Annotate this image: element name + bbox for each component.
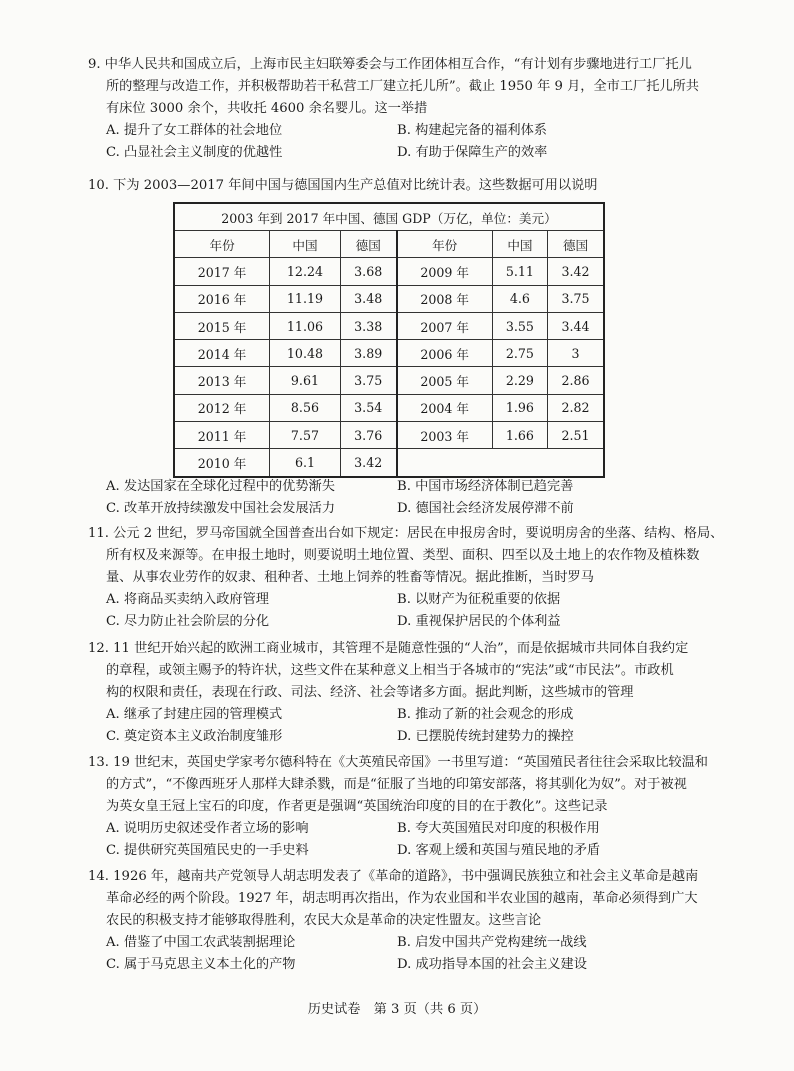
table-header: 中国 [492, 231, 547, 258]
table-cell: 2.75 [492, 340, 547, 367]
table-cell: 2008 年 [397, 285, 493, 312]
table-cell: 5.11 [492, 258, 547, 285]
q9-options-row2 [92, 142, 732, 164]
q12-option-d[interactable]: D. 已摆脱传统封建势力的操控 [397, 729, 574, 744]
q10-options [92, 476, 732, 520]
table-cell: 2011 年 [174, 422, 270, 449]
table-header: 德国 [340, 231, 396, 258]
page-footer: 历史试卷 第 3 页（共 6 页） [307, 1002, 487, 1017]
q13-line3: 为英女皇王冠上宝石的印度，作者更是强调“英国统治印度的目的在于教化”。这些记录 [106, 799, 608, 814]
table-cell: 2016 年 [174, 285, 270, 312]
table-header-row [174, 231, 604, 258]
table-cell: 2013 年 [174, 367, 270, 394]
q11-option-d[interactable]: D. 重视保护居民的个体利益 [397, 614, 561, 629]
q9-options-row1 [92, 120, 732, 142]
q13-option-c[interactable]: C. 提供研究英国殖民史的一手史料 [106, 843, 309, 858]
table-cell: 4.6 [492, 285, 547, 312]
q10-option-b[interactable]: B. 中国市场经济体制已趋完善 [397, 479, 574, 494]
table-cell: 10.48 [270, 340, 341, 367]
q14-option-b[interactable]: B. 启发中国共产党构建统一战线 [397, 935, 587, 950]
q14-options-row1 [92, 932, 732, 954]
table-cell: 1.96 [492, 394, 547, 421]
table-cell: 2007 年 [397, 312, 493, 339]
q12-option-c[interactable]: C. 奠定资本主义政治制度雏形 [106, 729, 283, 744]
table-row [174, 285, 604, 312]
table-cell: 2.51 [548, 422, 604, 449]
q14-line2: 革命必经的两个阶段。1927 年，胡志明再次指出，作为农业国和半农业国的越南，革命必须得到广大 [106, 891, 698, 906]
table-cell: 3.48 [340, 285, 396, 312]
q14-line3: 农民的积极支持才能够取得胜利，农民大众是革命的决定性盟友。这些言论 [106, 913, 542, 928]
table-row [174, 367, 604, 394]
gdp-comparison-table [173, 202, 605, 478]
q11-line1: 11. 公元 2 世纪，罗马帝国就全国普查出台如下规定：居民在申报房舍时，要说明房舍的坐落、结构、格局、 [88, 526, 724, 541]
q11-options-row1 [92, 589, 732, 611]
q13-option-d[interactable]: D. 客观上缓和英国与殖民地的矛盾 [397, 843, 601, 858]
q11-option-b[interactable]: B. 以财产为征税重要的依据 [397, 592, 561, 607]
table-cell: 1.66 [492, 422, 547, 449]
table-row [174, 258, 604, 285]
q12-line1: 12. 11 世纪开始兴起的欧洲工商业城市，其管理不是随意性强的“人治”，而是依据城市共同体自我约定 [88, 641, 689, 656]
table-header: 中国 [270, 231, 341, 258]
table-cell: 2017 年 [174, 258, 270, 285]
q10-option-d[interactable]: D. 德国社会经济发展停滞不前 [397, 501, 574, 516]
table-cell: 9.61 [270, 367, 341, 394]
table-cell: 2003 年 [397, 422, 493, 449]
table-cell: 3.68 [340, 258, 396, 285]
q12-line3: 构的权限和责任，表现在行政、司法、经济、社会等诸多方面。据此判断，这些城市的管理 [106, 685, 634, 700]
q14-option-a[interactable]: A. 借鉴了中国工农武装割据理论 [106, 935, 296, 950]
table-row [174, 449, 604, 477]
table-cell: 3.89 [340, 340, 396, 367]
table-cell: 3.75 [548, 285, 604, 312]
q9-line1: 9. 中华人民共和国成立后，上海市民主妇联筹委会与工作团体相互合作，“有计划有步骤地进行工厂托儿 [88, 57, 692, 72]
table-cell: 11.06 [270, 312, 341, 339]
q10-option-c[interactable]: C. 改革开放持续激发中国社会发展活力 [106, 501, 336, 516]
table-cell: 2.86 [548, 367, 604, 394]
table-row [174, 394, 604, 421]
table-header: 德国 [548, 231, 604, 258]
q13-options-row1 [92, 818, 732, 840]
q11-options-row2 [92, 611, 732, 633]
table-cell: 3.42 [548, 258, 604, 285]
q10-option-a[interactable]: A. 发达国家在全球化过程中的优势渐失 [106, 479, 335, 494]
table-cell: 11.19 [270, 285, 341, 312]
table-cell: 2.82 [548, 394, 604, 421]
table-cell: 8.56 [270, 394, 341, 421]
q12-option-a[interactable]: A. 继承了封建庄园的管理模式 [106, 707, 283, 722]
q9-option-c[interactable]: C. 凸显社会主义制度的优越性 [106, 145, 283, 160]
table-cell: 3.38 [340, 312, 396, 339]
table-cell: 2010 年 [174, 449, 270, 477]
question-10 [88, 175, 732, 197]
q13-line2: 的方式”，“不像西班牙人那样大肆杀戮，而是“征服了当地的印第安部落，将其驯化为奴”。对于被视 [106, 777, 687, 792]
table-cell: 3.54 [340, 394, 396, 421]
table-cell: 2014 年 [174, 340, 270, 367]
table-cell: 3.76 [340, 422, 396, 449]
table-cell: 3.75 [340, 367, 396, 394]
q11-option-c[interactable]: C. 尽力防止社会阶层的分化 [106, 614, 270, 629]
q11-line2: 所有权及来源等。在申报土地时，则要说明土地位置、类型、面积、四至以及土地上的农作物及植株数 [106, 548, 700, 563]
q12-option-b[interactable]: B. 推动了新的社会观念的形成 [397, 707, 574, 722]
q13-options-row2 [92, 840, 732, 862]
question-11 [88, 523, 732, 633]
question-12 [88, 638, 732, 748]
q12-options-row1 [92, 704, 732, 726]
q10-line1: 10. 下为 2003—2017 年间中国与德国国内生产总值对比统计表。这些数据可用以说明 [88, 178, 598, 193]
table-cell: 2012 年 [174, 394, 270, 421]
question-14 [88, 866, 732, 976]
table-cell: 6.1 [270, 449, 341, 477]
q13-line1: 13. 19 世纪末，英国史学家考尔德科特在《大英殖民帝国》一书里写道：“英国殖民者往往会采取比较温和 [88, 755, 708, 770]
table-cell: 2005 年 [397, 367, 493, 394]
q9-line3: 有床位 3000 余个，共收托 4600 余名婴儿。这一举措 [106, 101, 428, 116]
table-row [174, 422, 604, 449]
question-13 [88, 752, 732, 862]
question-9 [88, 54, 732, 164]
q9-line2: 所的整理与改造工作，并积极帮助若干私营工厂建立托儿所”。截止 1950 年 9 月，全市工厂托儿所共 [106, 79, 699, 94]
q9-option-b[interactable]: B. 构建起完备的福利体系 [397, 123, 547, 138]
q13-option-b[interactable]: B. 夸大英国殖民对印度的积极作用 [397, 821, 600, 836]
q14-line1: 14. 1926 年，越南共产党领导人胡志明发表了《革命的道路》，书中强调民族独立和社会主义革命是越南 [88, 869, 699, 884]
table-header: 年份 [397, 231, 493, 258]
table-cell: 2015 年 [174, 312, 270, 339]
table-cell: 2.29 [492, 367, 547, 394]
q10-options-row2 [92, 498, 732, 520]
q12-options-row2 [92, 726, 732, 748]
q12-line2: 的章程，或领主赐予的特许状，这些文件在某种意义上相当于各城市的“宪法”或“市民法”。市政机 [106, 663, 674, 678]
q14-options-row2 [92, 954, 732, 976]
table-cell: 12.24 [270, 258, 341, 285]
table-row [174, 312, 604, 339]
table-cell: 3.55 [492, 312, 547, 339]
q14-option-c[interactable]: C. 属于马克思主义本土化的产物 [106, 957, 296, 972]
table-header: 年份 [174, 231, 270, 258]
table-cell: 7.57 [270, 422, 341, 449]
table-cell: 3.42 [340, 449, 396, 477]
table-cell: 2006 年 [397, 340, 493, 367]
q11-line3: 量、从事农业劳作的奴隶、租种者、土地上饲养的牲畜等情况。据此推断，当时罗马 [106, 570, 594, 585]
q9-option-d[interactable]: D. 有助于保障生产的效率 [397, 145, 548, 160]
table-title: 2003 年到 2017 年中国、德国 GDP（万亿，单位：美元） [174, 203, 604, 231]
q9-option-a[interactable]: A. 提升了女工群体的社会地位 [106, 123, 283, 138]
table-cell-empty [397, 449, 604, 477]
q11-option-a[interactable]: A. 将商品买卖纳入政府管理 [106, 592, 269, 607]
table-row [174, 340, 604, 367]
q10-options-row1 [92, 476, 732, 498]
table-cell: 3 [548, 340, 604, 367]
table-cell: 2004 年 [397, 394, 493, 421]
q14-option-d[interactable]: D. 成功指导本国的社会主义建设 [397, 957, 587, 972]
table-cell: 2009 年 [397, 258, 493, 285]
q13-option-a[interactable]: A. 说明历史叙述受作者立场的影响 [106, 821, 309, 836]
table-cell: 3.44 [548, 312, 604, 339]
